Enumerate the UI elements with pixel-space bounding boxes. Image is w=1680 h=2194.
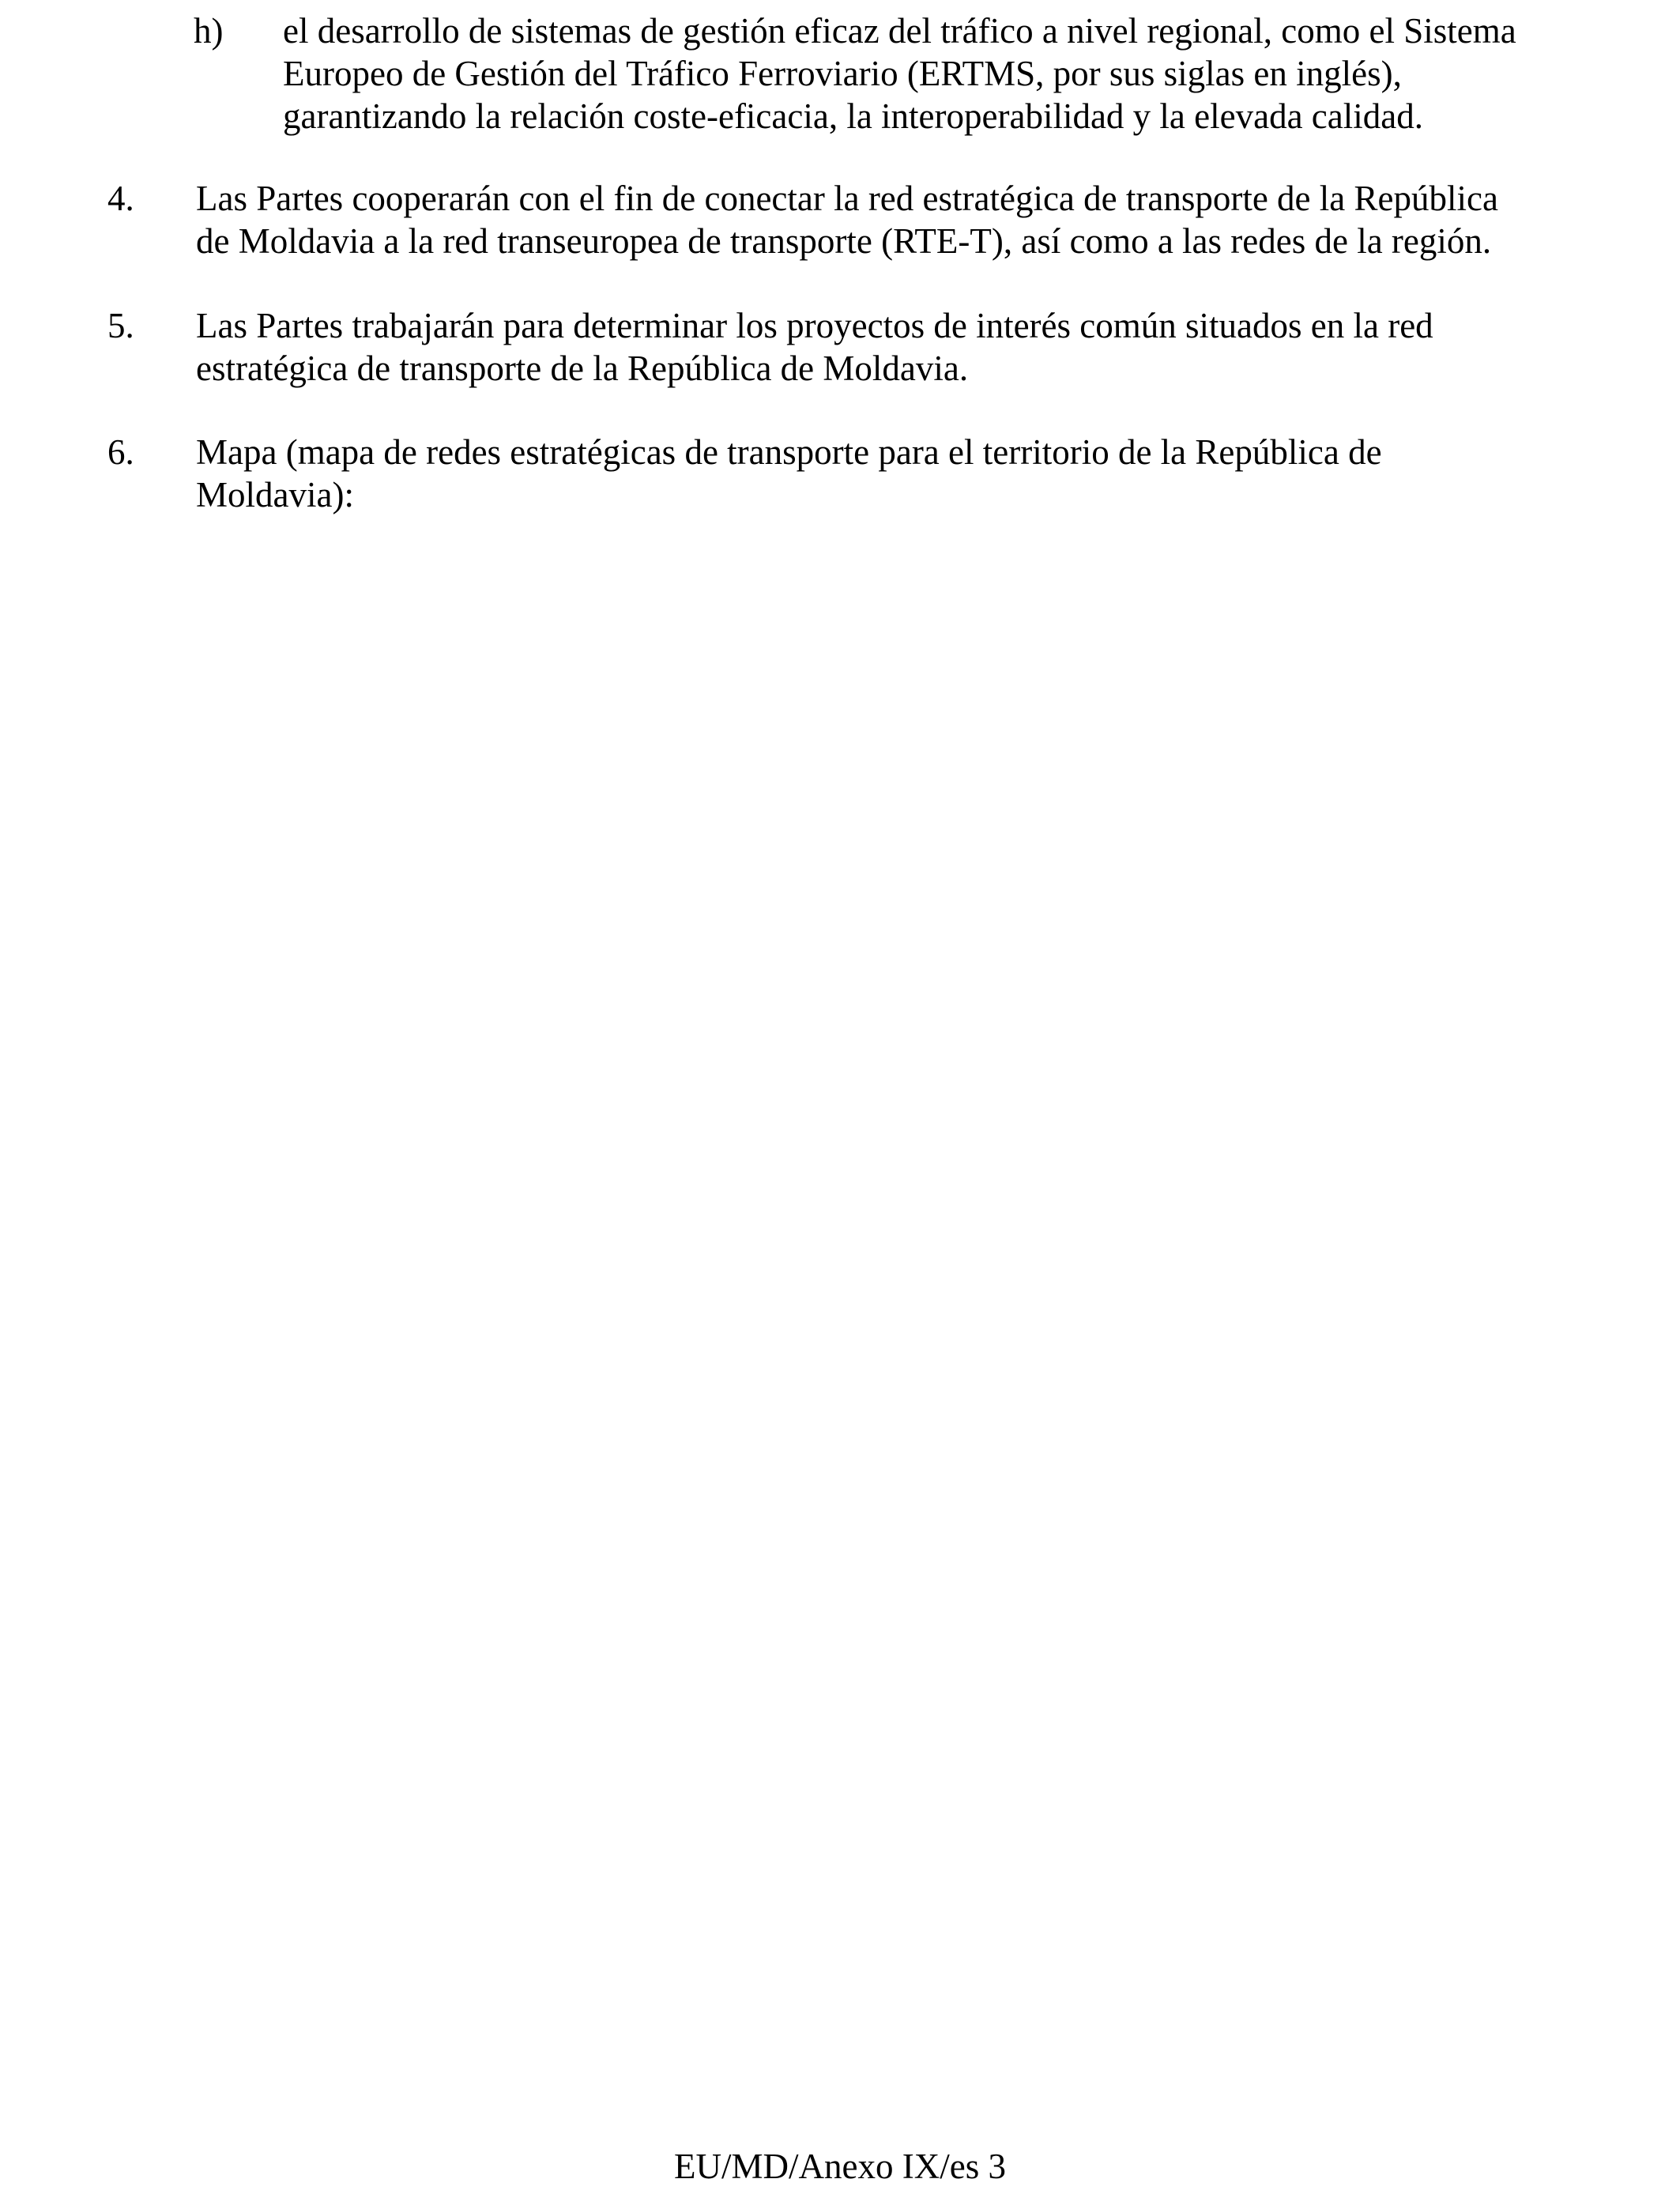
sub-item-h (194, 9, 1584, 138)
sub-item-text (283, 9, 1584, 138)
item-number: 5. (107, 306, 134, 345)
sub-item-marker: h) (194, 11, 224, 51)
item-text (196, 304, 1585, 390)
text-line: Europeo de Gestión del Tráfico Ferroviario (ERTMS, por sus siglas en inglés), (283, 54, 1402, 93)
item-number: 6. (107, 432, 134, 472)
text-line: el desarrollo de sistemas de gestión eficaz del tráfico a nivel regional, como el Sistema (283, 11, 1516, 51)
item-number: 4. (107, 179, 134, 218)
text-line: Las Partes trabajarán para determinar los proyectos de interés común situados en la red (196, 306, 1433, 345)
numbered-item-5 (107, 304, 1585, 390)
page-footer-reference: EU/MD/Anexo IX/es 3 (674, 2147, 1006, 2186)
numbered-item-4 (107, 177, 1585, 262)
text-line: de Moldavia a la red transeuropea de transporte (RTE-T), así como a las redes de la región. (196, 221, 1492, 261)
text-line: garantizando la relación coste-eficacia, la interoperabilidad y la elevada calidad. (283, 96, 1423, 136)
item-text (196, 431, 1585, 516)
text-line: Moldavia): (196, 475, 354, 515)
text-line: Mapa (mapa de redes estratégicas de transporte para el territorio de la República de (196, 432, 1382, 472)
item-text (196, 177, 1585, 262)
numbered-item-6 (107, 431, 1585, 516)
text-line: Las Partes cooperarán con el fin de conectar la red estratégica de transporte de la República (196, 179, 1498, 218)
text-line: estratégica de transporte de la República de Moldavia. (196, 349, 969, 388)
